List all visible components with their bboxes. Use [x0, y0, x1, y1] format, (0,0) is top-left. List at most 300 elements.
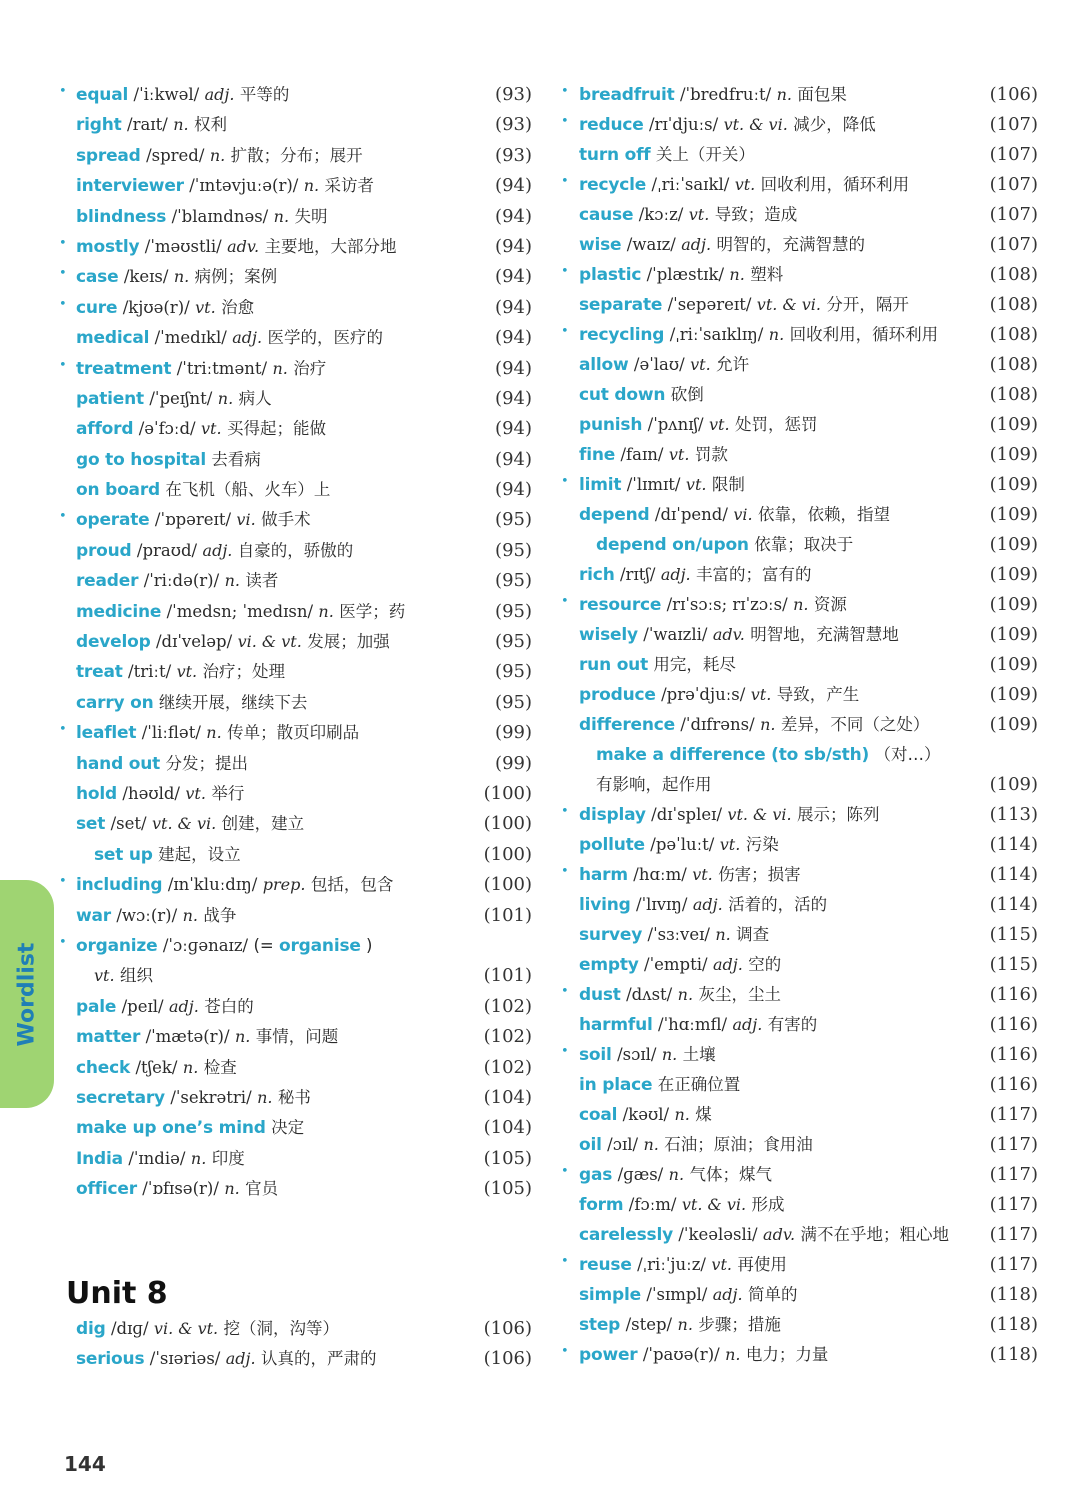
entry-meaning: 展示；陈列 [797, 805, 880, 824]
entry-phonetic: /ˈblaɪndnəs/ [171, 206, 269, 226]
entry-word: step [579, 1315, 621, 1335]
entry-text [76, 80, 289, 110]
entry-page-ref: (94) [495, 175, 532, 197]
entry-text [76, 1083, 311, 1113]
entry-text [76, 809, 304, 839]
key-word-star-icon: • [561, 114, 569, 129]
entry-meaning: 石油；原油；食用油 [664, 1135, 813, 1154]
entry-text [76, 1053, 237, 1083]
entry-page-ref: (114) [989, 894, 1038, 915]
entry-part-of-speech: adj. [692, 895, 723, 914]
wordlist-entry [66, 536, 536, 566]
entry-meaning: 在正确位置 [657, 1075, 741, 1094]
wordlist-entry [66, 597, 536, 627]
entry-part-of-speech: n. [674, 1105, 690, 1124]
entry-text [76, 749, 248, 779]
entry-meaning: 秘书 [277, 1087, 311, 1107]
key-word-star-icon: • [59, 266, 67, 282]
entry-page-ref: (99) [495, 722, 532, 744]
entry-part-of-speech: vt. [692, 865, 713, 884]
entry-meaning: 形成 [751, 1195, 785, 1214]
entry-part-of-speech: vt. & vi. [151, 814, 217, 834]
wordlist-entry [66, 1083, 536, 1113]
entry-meaning: 认真的，严肃的 [260, 1349, 377, 1369]
entry-page-ref: (108) [989, 264, 1038, 285]
wordlist-entry [66, 1174, 536, 1204]
entry-meaning: 电力；力量 [745, 1345, 829, 1364]
wordlist-entry [561, 170, 1038, 200]
entry-meaning: 在飞机（船、火车）上 [165, 480, 331, 500]
entry-part-of-speech: n. [760, 715, 776, 734]
wordlist-entry [66, 992, 536, 1022]
entry-text [579, 380, 704, 410]
unit-8-wordlist [66, 1314, 536, 1375]
entry-phonetic: /hɑːm/ [633, 865, 687, 884]
entry-meaning: 组织 [119, 966, 153, 986]
entry-word: harmful [579, 1015, 653, 1035]
entry-part-of-speech: n. [793, 595, 809, 614]
entry-part-of-speech: adj. [660, 565, 691, 584]
entry-text [579, 1340, 828, 1370]
entry-meaning: 限制 [711, 475, 745, 494]
wordlist-entry [66, 840, 536, 870]
entry-meaning: 创建，建立 [221, 814, 305, 834]
wordlist-entry [66, 171, 536, 201]
entry-text [76, 566, 278, 596]
entry-phonetic: /spred/ [146, 145, 205, 165]
wordlist-entry [568, 380, 1038, 410]
entry-part-of-speech: vt. [185, 783, 206, 803]
entry-word: spread [76, 145, 141, 166]
entry-phonetic: /ˈsepəreɪt/ [667, 295, 752, 314]
entry-text [76, 597, 405, 627]
entry-part-of-speech: vt. [719, 835, 741, 854]
entry-text [579, 950, 781, 980]
entry-part-of-speech: n. [725, 1345, 741, 1364]
entry-page-ref: (114) [989, 864, 1038, 885]
wordlist-entry [66, 110, 536, 140]
entry-word: set [76, 814, 106, 835]
entry-word: develop [76, 632, 151, 653]
wordlist-entry [568, 560, 1038, 590]
entry-part-of-speech: vt. [711, 1255, 732, 1274]
entry-part-of-speech: n. [776, 85, 793, 104]
entry-text [76, 718, 359, 748]
entry-word: fine [579, 445, 616, 465]
entry-meaning: 分开，隔开 [826, 295, 909, 314]
left-column-wordlist [59, 80, 536, 1204]
entry-page-ref: (109) [989, 474, 1038, 495]
entry-page-ref: (109) [989, 414, 1038, 435]
entry-page-ref: (94) [495, 357, 532, 379]
wordlist-entry [561, 1160, 1038, 1190]
entry-phonetic: /rɪˈdjuːs/ [649, 115, 719, 134]
key-word-star-icon: • [561, 1344, 569, 1359]
wordlist-entry [568, 830, 1038, 860]
key-word-star-icon: • [561, 264, 569, 279]
wordlist-entry [561, 320, 1038, 350]
entry-word: carelessly [579, 1225, 673, 1245]
entry-word: treat [76, 662, 123, 683]
entry-word: pale [76, 996, 117, 1017]
entry-page-ref: (102) [483, 1056, 532, 1078]
entry-page-ref: (100) [483, 782, 532, 804]
entry-word: allow [579, 355, 629, 375]
wordlist-entry [66, 384, 536, 414]
entry-phonetic: /ˈiːkwəl/ [133, 85, 200, 104]
entry-word: limit [579, 475, 622, 495]
entry-meaning: 减少，降低 [793, 115, 876, 134]
entry-phonetic: /ɔɪl/ [607, 1135, 639, 1154]
entry-part-of-speech: adj. [732, 1015, 763, 1034]
entry-phonetic: /tʃek/ [135, 1057, 178, 1077]
entry-phonetic: /pəˈluːt/ [650, 835, 715, 854]
entry-text [94, 961, 153, 991]
entry-page-ref: (107) [989, 204, 1038, 225]
entry-page-ref: (116) [989, 1074, 1038, 1095]
wordlist-entry [66, 414, 536, 444]
entry-page-ref: (108) [989, 384, 1038, 405]
wordlist-entry [568, 500, 1038, 530]
entry-meaning: 买得起；能做 [226, 419, 326, 439]
entry-page-ref: (101) [483, 965, 532, 987]
entry-page-ref: (109) [989, 594, 1038, 615]
entry-page-ref: (117) [989, 1224, 1038, 1245]
key-word-star-icon: • [561, 864, 569, 879]
wordlist-entry [66, 566, 536, 596]
entry-phonetic: /ˈmedsn; ˈmedɪsn/ [166, 601, 313, 621]
entry-word: reader [76, 571, 139, 592]
wordlist-entry [568, 1010, 1038, 1040]
entry-page-ref: (107) [989, 144, 1038, 165]
entry-phonetic: /dɪˈpend/ [654, 505, 728, 524]
entry-page-ref: (118) [989, 1314, 1038, 1335]
entry-meaning: 导致，产生 [776, 685, 860, 704]
entry-text [579, 1130, 813, 1160]
entry-meaning: 伤害；损害 [718, 865, 801, 884]
entry-word: carry on [76, 692, 154, 713]
entry-page-ref: (94) [495, 387, 532, 409]
entry-part-of-speech: vt. & vi. [756, 295, 822, 314]
entry-meaning: （对…） [874, 745, 941, 764]
wordlist-entry [66, 202, 536, 232]
entry-part-of-speech: vt. [195, 297, 216, 317]
entry-meaning: 病例；案例 [194, 267, 278, 287]
entry-meaning: 治疗 [293, 358, 327, 378]
entry-text [76, 1174, 278, 1204]
entry-part-of-speech: prep. [262, 875, 306, 895]
entry-phonetic: /faɪn/ [620, 445, 664, 464]
entry-meaning: 治疗；处理 [202, 662, 286, 682]
entry-part-of-speech: vt. [94, 966, 115, 986]
entry-meaning: 满不在乎地；粗心地 [800, 1225, 949, 1244]
entry-text [579, 110, 876, 140]
entry-meaning: 举行 [211, 783, 245, 803]
entry-page-ref: (93) [495, 84, 532, 105]
entry-page-ref: (117) [989, 1194, 1038, 1215]
entry-page-ref: (94) [495, 266, 532, 288]
entry-text [76, 262, 277, 292]
entry-part-of-speech: n. [224, 1179, 240, 1199]
entry-page-ref: (95) [495, 509, 532, 531]
wordlist-side-tab [0, 880, 54, 1108]
entry-meaning: 关上（开关） [655, 145, 755, 164]
wordlist-entry [568, 1100, 1038, 1130]
wordlist-entry [59, 262, 536, 292]
entry-word: treatment [76, 358, 172, 379]
entry-text [579, 1220, 949, 1250]
entry-page-ref: (100) [483, 874, 532, 896]
entry-page-ref: (115) [989, 924, 1038, 945]
entry-phonetic: /ˈpeɪʃnt/ [149, 388, 213, 408]
entry-word: dust [579, 985, 621, 1005]
key-word-star-icon: • [59, 235, 67, 251]
wordlist-entry [66, 445, 536, 475]
wordlist-entry [568, 530, 1038, 560]
entry-word: in place [579, 1075, 653, 1095]
entry-text [596, 770, 712, 800]
entry-word: cut down [579, 385, 666, 405]
entry-page-ref: (117) [989, 1164, 1038, 1185]
entry-word: proud [76, 540, 132, 561]
entry-text [579, 500, 890, 530]
entry-text [579, 470, 745, 500]
entry-meaning: 医学的，医疗的 [267, 328, 383, 348]
entry-part-of-speech: vt. [685, 475, 707, 494]
entry-meaning: (= [253, 935, 280, 955]
entry-meaning: 土壤 [682, 1045, 716, 1064]
entry-phonetic: /ɡæs/ [617, 1165, 664, 1184]
key-word-star-icon: • [561, 474, 569, 489]
entry-phonetic: /əˈfɔːd/ [138, 419, 196, 439]
wordlist-entry [568, 290, 1038, 320]
entry-meaning: 战争 [203, 905, 237, 925]
wordlist-entry [568, 140, 1038, 170]
wordlist-entry [561, 110, 1038, 140]
entry-phonetic: /ɪnˈkluːdɪŋ/ [167, 875, 258, 895]
entry-meaning: 气体；煤气 [689, 1165, 772, 1184]
entry-phonetic: /ˈmætə(r)/ [145, 1027, 230, 1047]
entry-word: form [579, 1195, 624, 1215]
entry-page-ref: (109) [989, 444, 1038, 465]
entry-text [579, 1280, 797, 1310]
wordlist-entry [561, 1040, 1038, 1070]
entry-phonetic: /dʌst/ [626, 985, 673, 1004]
entry-text [94, 840, 241, 870]
entry-phonetic: /ˈdɪfrəns/ [680, 715, 755, 734]
entry-part-of-speech: adv. [227, 236, 260, 256]
entry-page-ref: (106) [483, 1348, 532, 1370]
wordlist-entry [568, 230, 1038, 260]
entry-part-of-speech: n. [729, 265, 745, 284]
key-word-star-icon: • [561, 804, 569, 819]
entry-word: hold [76, 783, 117, 804]
entry-text [76, 323, 383, 353]
entry-meaning: 决定 [271, 1118, 305, 1138]
entry-word: medical [76, 328, 150, 349]
entry-text [579, 860, 801, 890]
entry-page-ref: (102) [483, 995, 532, 1017]
entry-meaning: 官员 [245, 1179, 279, 1199]
entry-meaning: 主要地，大部分地 [264, 236, 397, 256]
entry-page-ref: (108) [989, 354, 1038, 375]
entry-meaning: 有害的 [767, 1015, 818, 1034]
entry-word: punish [579, 415, 643, 435]
entry-part-of-speech: vt. [690, 355, 711, 374]
entry-meaning: 治愈 [221, 297, 255, 317]
entry-part-of-speech: vt. [734, 175, 756, 194]
entry-meaning: 采访者 [324, 176, 375, 196]
entry-page-ref: (116) [989, 1014, 1038, 1035]
entry-page-ref: (100) [483, 813, 532, 835]
entry-text [579, 260, 783, 290]
entry-meaning: 塑料 [750, 265, 784, 284]
entry-meaning: 事情，问题 [255, 1027, 339, 1047]
entry-text [76, 384, 272, 414]
entry-meaning: 灰尘，尘土 [698, 985, 781, 1004]
entry-meaning: 有影响，起作用 [596, 775, 712, 794]
entry-word: wise [579, 235, 622, 255]
entry-text [579, 140, 755, 170]
entry-phonetic: /ˈtriːtmənt/ [176, 358, 268, 378]
wordlist-entry [568, 740, 1038, 770]
entry-text [76, 414, 326, 444]
entry-text [76, 110, 227, 140]
entry-text [579, 410, 817, 440]
entry-text [76, 688, 307, 718]
entry-page-ref: (109) [989, 564, 1038, 585]
entry-meaning: 继续开展，继续下去 [158, 692, 308, 712]
entry-word: right [76, 115, 122, 136]
entry-word: power [579, 1345, 638, 1365]
entry-text [76, 1144, 245, 1174]
entry-part-of-speech: adj. [712, 1285, 743, 1304]
entry-phonetic: /ˈplæstɪk/ [646, 265, 725, 284]
entry-page-ref: (115) [989, 954, 1038, 975]
entry-part-of-speech: n. [661, 1045, 678, 1064]
entry-part-of-speech: n. [217, 388, 234, 408]
entry-text [579, 590, 847, 620]
entry-word: officer [76, 1179, 137, 1200]
entry-phonetic: /ˈpaʊə(r)/ [642, 1345, 720, 1364]
wordlist-entry [568, 1190, 1038, 1220]
entry-part-of-speech: n. [318, 601, 334, 621]
entry-word: rich [579, 565, 615, 585]
entry-text [579, 350, 749, 380]
entry-part-of-speech: vt. [750, 685, 772, 704]
wordlist-entry [568, 410, 1038, 440]
entry-phonetic: /ˈriːdə(r)/ [143, 571, 220, 591]
entry-meaning: 平等的 [239, 85, 290, 104]
entry-text [579, 710, 929, 740]
entry-text [76, 627, 390, 657]
key-word-star-icon: • [561, 1254, 569, 1269]
entry-text [579, 320, 938, 350]
entry-phonetic: /ˈliːflət/ [141, 723, 201, 743]
entry-part-of-speech: n. [668, 1165, 685, 1184]
entry-meaning: 处罚，惩罚 [734, 415, 818, 434]
entry-page-ref: (104) [483, 1117, 532, 1139]
entry-text [76, 354, 326, 384]
entry-word: blindness [76, 206, 167, 227]
wordlist-entry [66, 475, 536, 505]
entry-part-of-speech: n. [190, 1148, 207, 1168]
entry-page-ref: (94) [495, 327, 532, 349]
entry-text [76, 1113, 304, 1143]
entry-meaning: 检查 [203, 1057, 237, 1077]
entry-page-ref: (95) [495, 661, 532, 683]
entry-meaning: 用完，耗尽 [653, 655, 736, 674]
entry-phonetic: /əˈlaʊ/ [633, 355, 685, 374]
wordlist-entry [561, 860, 1038, 890]
entry-part-of-speech: vt. & vi. [723, 115, 788, 134]
entry-meaning: 传单；散页印刷品 [227, 723, 360, 743]
entry-word: plastic [579, 265, 642, 285]
entry-word: reuse [579, 1255, 632, 1275]
wordlist-entry [561, 800, 1038, 830]
entry-word: matter [76, 1027, 141, 1048]
wordlist-entry [66, 1022, 536, 1052]
key-word-star-icon: • [561, 174, 569, 189]
entry-text [579, 800, 880, 830]
entry-word: empty [579, 955, 639, 975]
entry-meaning: 包括，包含 [310, 875, 394, 895]
entry-part-of-speech: vt. & vi. [681, 1195, 747, 1214]
entry-page-ref: (102) [483, 1026, 532, 1048]
entry-text [76, 445, 261, 475]
entry-phonetic: /ˈempti/ [644, 955, 708, 974]
entry-word: mostly [76, 236, 140, 257]
entry-word: coal [579, 1105, 618, 1125]
entry-word: resource [579, 595, 662, 615]
entry-page-ref: (116) [989, 984, 1038, 1005]
key-word-star-icon: • [561, 84, 569, 99]
entry-text [579, 1250, 787, 1280]
wordlist-entry [568, 1280, 1038, 1310]
entry-page-ref: (116) [989, 1044, 1038, 1065]
key-word-star-icon: • [59, 874, 67, 890]
entry-text [76, 1022, 338, 1052]
entry-phonetic: /ˈɒfɪsə(r)/ [142, 1179, 219, 1199]
entry-phonetic: /dɪˈveləp/ [156, 632, 233, 652]
entry-part-of-speech: adv. [712, 625, 745, 644]
entry-phonetic: /ˈlɪvɪŋ/ [636, 895, 688, 914]
entry-phonetic: /ˈsekrətri/ [170, 1087, 252, 1107]
entry-word: simple [579, 1285, 641, 1305]
wordlist-entry [568, 440, 1038, 470]
entry-page-ref: (109) [989, 534, 1038, 555]
entry-word: medicine [76, 601, 162, 622]
entry-part-of-speech: adj. [232, 328, 263, 348]
entry-word: serious [76, 1349, 145, 1370]
entry-meaning: 医学；药 [339, 601, 406, 621]
entry-page-ref: (95) [495, 539, 532, 561]
entry-word: India [76, 1148, 123, 1169]
entry-meaning: 再使用 [737, 1255, 787, 1274]
entry-page-ref: (95) [495, 691, 532, 713]
wordlist-entry [568, 890, 1038, 920]
entry-text [76, 141, 363, 171]
entry-phonetic: /ˈkeələsli/ [678, 1225, 758, 1244]
entry-page-ref: (101) [483, 904, 532, 926]
entry-word: living [579, 895, 631, 915]
entry-phonetic: /ˈɔːɡənaɪz/ [162, 935, 249, 955]
wordlist-entry [66, 1053, 536, 1083]
entry-text [579, 890, 827, 920]
entry-meaning: 病人 [238, 388, 272, 408]
entry-word: cure [76, 297, 118, 318]
entry-phonetic: /step/ [625, 1315, 673, 1334]
